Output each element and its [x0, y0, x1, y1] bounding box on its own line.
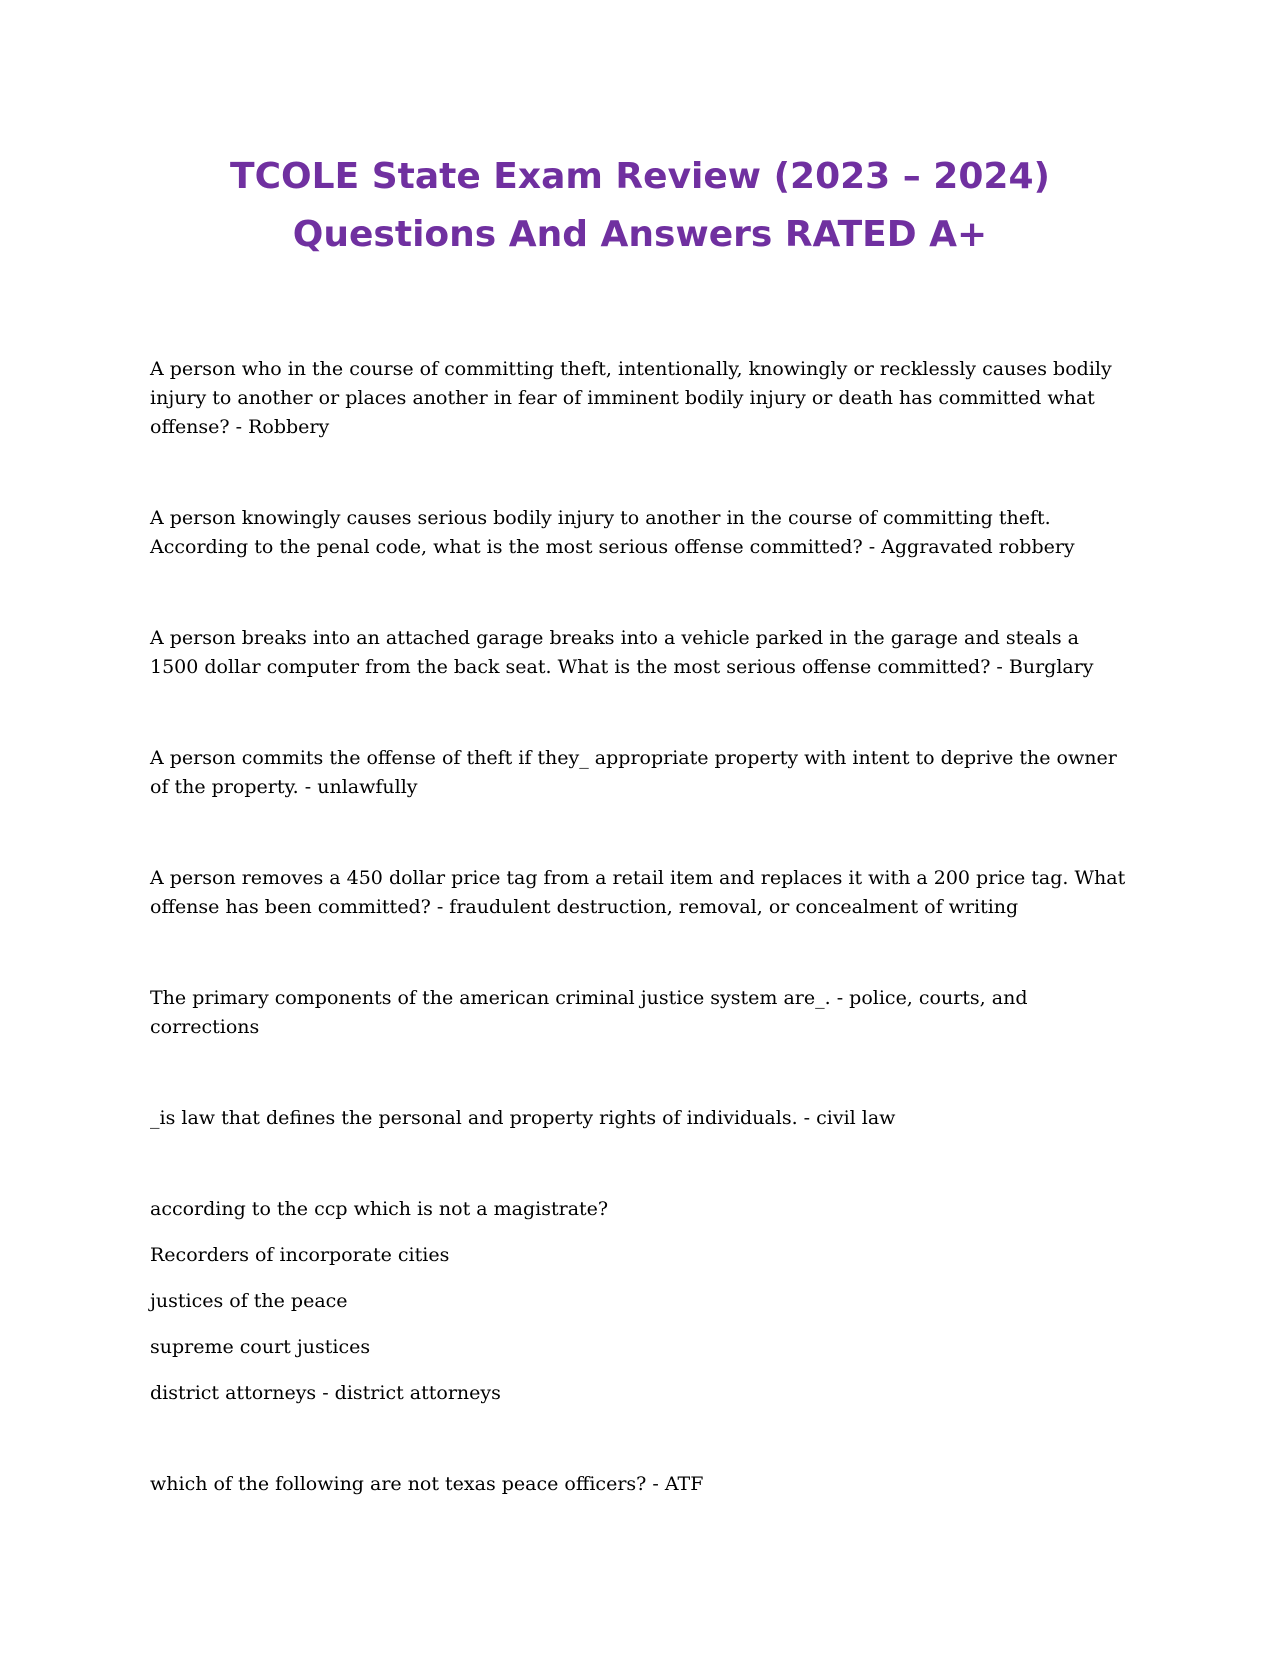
title-line-2: Questions And Answers RATED A+	[292, 214, 988, 255]
title-line-1: TCOLE State Exam Review (2023 – 2024)	[230, 156, 1050, 197]
mc-option: Recorders of incorporate cities	[150, 1244, 450, 1266]
qa-item: A person commits the offense of theft if they_ appropriate property with intent to deprive the owner of the property. - unlawfully	[150, 747, 1117, 798]
qa-item: The primary components of the american criminal justice system are_. - police, courts, and corrections	[150, 987, 1028, 1038]
mc-option: district attorneys - district attorneys	[150, 1382, 501, 1404]
qa-item: which of the following are not texas peace officers? - ATF	[150, 1473, 704, 1495]
qa-list	[150, 355, 1130, 1499]
mc-option: supreme court justices	[150, 1336, 371, 1358]
qa-item: A person knowingly causes serious bodily injury to another in the course of committing theft. According to the penal code, what is the most serious offense committed? - Aggravated robbery	[150, 507, 1075, 558]
qa-item: _is law that defines the personal and property rights of individuals. - civil law	[150, 1107, 896, 1129]
mc-option: justices of the peace	[150, 1290, 348, 1312]
qa-item: A person breaks into an attached garage breaks into a vehicle parked in the garage and steals a 1500 dollar computer from the back seat. What is the most serious offense committed? - Burglary	[150, 627, 1094, 678]
multiple-choice-item	[150, 1195, 1130, 1408]
qa-item: A person who in the course of committing theft, intentionally, knowingly or recklessly causes bodily injury to another or places another in fear of imminent bodily injury or death has committed what offense? - Robbery	[150, 358, 1112, 438]
mc-question: according to the ccp which is not a magistrate?	[150, 1198, 609, 1220]
qa-item: A person removes a 450 dollar price tag from a retail item and replaces it with a 200 price tag. What offense has been committed? - fraudulent destruction, removal, or concealment of writing	[150, 867, 1126, 918]
document-title	[0, 148, 1280, 264]
